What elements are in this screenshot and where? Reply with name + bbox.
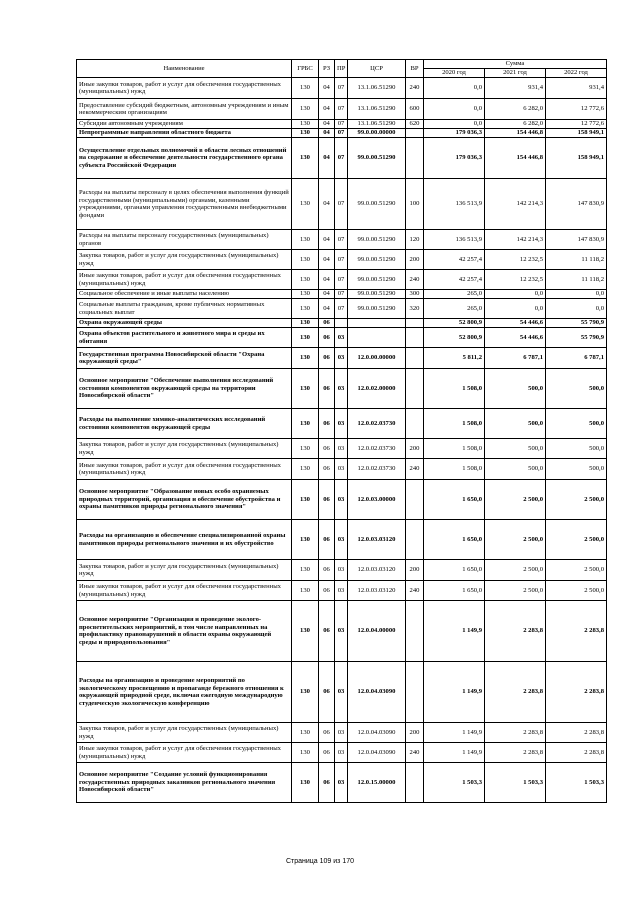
cell-rz: 06 (319, 439, 335, 459)
cell-2020: 1 149,9 (424, 662, 485, 723)
cell-2021: 154 446,8 (485, 138, 546, 179)
cell-grbs: 130 (292, 328, 319, 348)
cell-2021: 500,0 (485, 369, 546, 409)
cell-2021: 500,0 (485, 439, 546, 459)
cell-2022: 55 790,9 (546, 328, 607, 348)
cell-2021: 6 787,1 (485, 348, 546, 369)
cell-name: Закупка товаров, работ и услуг для государственных (муниципальных) нужд (77, 560, 292, 581)
table-row (77, 520, 607, 560)
cell-rz: 06 (319, 409, 335, 439)
table-row (77, 348, 607, 369)
cell-grbs: 130 (292, 439, 319, 459)
cell-vr (406, 601, 424, 662)
col-header-name: Наименование (77, 60, 292, 78)
cell-csr: 99.0.00.51290 (348, 230, 406, 250)
cell-name: Социальные выплаты гражданам, кроме публичных нормативных социальных выплат (77, 299, 292, 319)
col-header-sum: Сумма (424, 60, 607, 69)
cell-rz: 06 (319, 480, 335, 520)
cell-2021: 154 446,8 (485, 129, 546, 138)
cell-2021: 500,0 (485, 409, 546, 439)
cell-vr (406, 319, 424, 328)
cell-csr: 12.0.04.00000 (348, 601, 406, 662)
cell-name: Основное мероприятие "Образование новых особо охраняемых природных территорий, организация и обеспечение обустройства и охраны памятников природы регионального значения" (77, 480, 292, 520)
cell-2020: 1 508,0 (424, 409, 485, 439)
cell-2020: 1 503,3 (424, 763, 485, 803)
cell-pr: 07 (335, 299, 348, 319)
cell-2022: 2 500,0 (546, 520, 607, 560)
cell-2020: 1 508,0 (424, 439, 485, 459)
cell-2021: 0,0 (485, 299, 546, 319)
cell-2021: 142 214,3 (485, 230, 546, 250)
col-header-vr: ВР (406, 60, 424, 78)
cell-2022: 2 283,8 (546, 743, 607, 763)
cell-2022: 158 949,1 (546, 138, 607, 179)
table-row (77, 369, 607, 409)
cell-vr: 620 (406, 120, 424, 129)
cell-csr: 12.0.04.03090 (348, 723, 406, 743)
cell-pr: 07 (335, 120, 348, 129)
cell-2021: 142 214,3 (485, 179, 546, 230)
cell-name: Закупка товаров, работ и услуг для государственных (муниципальных) нужд (77, 250, 292, 270)
cell-grbs: 130 (292, 409, 319, 439)
cell-csr (348, 319, 406, 328)
cell-2020: 0,0 (424, 78, 485, 99)
cell-csr: 12.0.02.03730 (348, 439, 406, 459)
cell-csr: 12.0.03.03120 (348, 581, 406, 601)
cell-2022: 1 503,3 (546, 763, 607, 803)
cell-vr: 240 (406, 270, 424, 290)
cell-pr: 07 (335, 179, 348, 230)
cell-name: Расходы на выполнение химико-аналитических исследований состояния компонентов окружающей среды (77, 409, 292, 439)
cell-grbs: 130 (292, 480, 319, 520)
cell-pr: 03 (335, 459, 348, 480)
cell-pr: 03 (335, 723, 348, 743)
cell-vr (406, 348, 424, 369)
cell-vr: 600 (406, 99, 424, 120)
cell-2022: 2 500,0 (546, 581, 607, 601)
cell-vr (406, 480, 424, 520)
cell-pr: 03 (335, 409, 348, 439)
cell-vr: 320 (406, 299, 424, 319)
table-row (77, 78, 607, 99)
cell-name: Предоставление субсидий бюджетным, автономным учреждениям и иным некоммерческим организациям (77, 99, 292, 120)
cell-name: Расходы на выплаты персоналу в целях обеспечения выполнения функций государственными (муниципальными) органами, казенными учреждениями, органами управления государственными внебюджетными фондами (77, 179, 292, 230)
cell-name: Основное мероприятие "Создание условий функционирования государственных природных заказников регионального значения Новосибирской области" (77, 763, 292, 803)
table-row (77, 129, 607, 138)
cell-2021: 2 283,8 (485, 743, 546, 763)
cell-rz: 04 (319, 120, 335, 129)
table-row (77, 409, 607, 439)
cell-rz: 06 (319, 763, 335, 803)
cell-2021: 2 500,0 (485, 480, 546, 520)
cell-rz: 04 (319, 299, 335, 319)
cell-2020: 0,0 (424, 120, 485, 129)
cell-pr: 07 (335, 290, 348, 299)
cell-vr: 300 (406, 290, 424, 299)
cell-csr: 13.1.06.51290 (348, 99, 406, 120)
cell-pr: 03 (335, 520, 348, 560)
cell-name: Социальное обеспечение и иные выплаты населению (77, 290, 292, 299)
cell-csr: 12.0.03.00000 (348, 480, 406, 520)
col-header-2022: 2022 год (546, 69, 607, 78)
cell-rz: 06 (319, 369, 335, 409)
cell-csr: 12.0.04.03090 (348, 743, 406, 763)
cell-pr: 03 (335, 480, 348, 520)
cell-2020: 42 257,4 (424, 250, 485, 270)
cell-pr: 03 (335, 662, 348, 723)
table-row (77, 662, 607, 723)
cell-rz: 06 (319, 520, 335, 560)
cell-2021: 6 282,0 (485, 120, 546, 129)
cell-2020: 52 800,9 (424, 319, 485, 328)
cell-grbs: 130 (292, 662, 319, 723)
cell-rz: 04 (319, 270, 335, 290)
cell-grbs: 130 (292, 270, 319, 290)
cell-grbs: 130 (292, 250, 319, 270)
cell-rz: 04 (319, 129, 335, 138)
cell-vr: 240 (406, 581, 424, 601)
cell-pr (335, 319, 348, 328)
cell-2021: 2 283,8 (485, 662, 546, 723)
cell-csr (348, 328, 406, 348)
cell-2022: 2 500,0 (546, 560, 607, 581)
col-header-2021: 2021 год (485, 69, 546, 78)
cell-rz: 06 (319, 319, 335, 328)
cell-2022: 12 772,6 (546, 99, 607, 120)
cell-csr: 12.0.02.00000 (348, 369, 406, 409)
cell-2022: 500,0 (546, 439, 607, 459)
cell-2020: 136 513,9 (424, 179, 485, 230)
table-row (77, 743, 607, 763)
cell-2020: 0,0 (424, 99, 485, 120)
cell-pr: 03 (335, 560, 348, 581)
table-row (77, 581, 607, 601)
budget-sheet (76, 59, 606, 803)
cell-grbs: 130 (292, 723, 319, 743)
cell-pr: 07 (335, 138, 348, 179)
cell-2022: 931,4 (546, 78, 607, 99)
cell-csr: 99.0.00.51290 (348, 250, 406, 270)
cell-2020: 1 508,0 (424, 369, 485, 409)
cell-rz: 04 (319, 99, 335, 120)
cell-csr: 12.0.03.03120 (348, 560, 406, 581)
cell-rz: 06 (319, 743, 335, 763)
cell-vr: 100 (406, 179, 424, 230)
cell-grbs: 130 (292, 290, 319, 299)
cell-pr: 03 (335, 348, 348, 369)
cell-grbs: 130 (292, 179, 319, 230)
table-row (77, 723, 607, 743)
cell-vr (406, 662, 424, 723)
cell-grbs: 130 (292, 581, 319, 601)
cell-grbs: 130 (292, 99, 319, 120)
cell-2021: 12 232,5 (485, 250, 546, 270)
cell-2021: 0,0 (485, 290, 546, 299)
cell-vr (406, 369, 424, 409)
cell-vr (406, 129, 424, 138)
table-row (77, 179, 607, 230)
budget-table (76, 59, 607, 803)
cell-name: Расходы на организацию и обеспечение специализированной охраны памятников природы регионального значения и их обустройство (77, 520, 292, 560)
table-row (77, 319, 607, 328)
cell-2022: 0,0 (546, 299, 607, 319)
cell-2021: 54 446,6 (485, 319, 546, 328)
cell-rz: 04 (319, 250, 335, 270)
cell-grbs: 130 (292, 601, 319, 662)
cell-2021: 2 283,8 (485, 723, 546, 743)
table-row (77, 439, 607, 459)
cell-2021: 1 503,3 (485, 763, 546, 803)
cell-vr: 240 (406, 459, 424, 480)
cell-rz: 06 (319, 459, 335, 480)
cell-rz: 04 (319, 78, 335, 99)
cell-vr (406, 138, 424, 179)
cell-2020: 1 650,0 (424, 520, 485, 560)
cell-pr: 07 (335, 129, 348, 138)
cell-pr: 03 (335, 439, 348, 459)
cell-grbs: 130 (292, 348, 319, 369)
cell-rz: 06 (319, 348, 335, 369)
cell-grbs: 130 (292, 459, 319, 480)
cell-pr: 07 (335, 250, 348, 270)
cell-vr: 200 (406, 250, 424, 270)
cell-grbs: 130 (292, 299, 319, 319)
cell-vr (406, 520, 424, 560)
cell-csr: 99.0.00.51290 (348, 138, 406, 179)
cell-vr: 200 (406, 439, 424, 459)
cell-2021: 500,0 (485, 459, 546, 480)
page-number: Страница 109 из 170 (285, 858, 355, 865)
col-header-grbs: ГРБС (292, 60, 319, 78)
cell-grbs: 130 (292, 319, 319, 328)
cell-2020: 42 257,4 (424, 270, 485, 290)
cell-2022: 55 790,9 (546, 319, 607, 328)
table-row (77, 230, 607, 250)
cell-2021: 12 232,5 (485, 270, 546, 290)
cell-csr: 12.0.04.03090 (348, 662, 406, 723)
cell-2021: 2 283,8 (485, 601, 546, 662)
table-row (77, 459, 607, 480)
cell-csr: 99.0.00.00000 (348, 129, 406, 138)
cell-grbs: 130 (292, 560, 319, 581)
cell-rz: 06 (319, 560, 335, 581)
cell-rz: 06 (319, 328, 335, 348)
cell-2022: 12 772,6 (546, 120, 607, 129)
cell-name: Субсидии автономным учреждениям (77, 120, 292, 129)
cell-name: Иные закупки товаров, работ и услуг для обеспечения государственных (муниципальных) нужд (77, 459, 292, 480)
cell-name: Непрограммные направления областного бюджета (77, 129, 292, 138)
cell-pr: 07 (335, 230, 348, 250)
cell-csr: 12.0.15.00000 (348, 763, 406, 803)
cell-grbs: 130 (292, 78, 319, 99)
cell-vr: 240 (406, 78, 424, 99)
cell-2020: 52 800,9 (424, 328, 485, 348)
table-row (77, 601, 607, 662)
cell-2020: 265,0 (424, 299, 485, 319)
cell-csr: 12.0.02.03730 (348, 409, 406, 439)
cell-name: Основное мероприятие "Обеспечение выполнения исследований состояния компонентов окружающей среды на территории Новосибирской области" (77, 369, 292, 409)
cell-name: Расходы на организацию и проведение мероприятий по экологическому просвещению и пропаганде бережного отношения к окружающей природной среде, включая ежегодную международную студенческую экологическую конференцию (77, 662, 292, 723)
cell-rz: 06 (319, 601, 335, 662)
col-header-rz: РЗ (319, 60, 335, 78)
cell-name: Осуществление отдельных полномочий в области лесных отношений на содержание и обеспечение деятельности государственного органа субъекта Российской Федерации (77, 138, 292, 179)
cell-csr: 99.0.00.51290 (348, 179, 406, 230)
cell-pr: 03 (335, 328, 348, 348)
cell-2020: 1 149,9 (424, 601, 485, 662)
table-row (77, 480, 607, 520)
cell-2022: 2 283,8 (546, 601, 607, 662)
cell-csr: 12.0.02.03730 (348, 459, 406, 480)
cell-rz: 04 (319, 290, 335, 299)
cell-name: Закупка товаров, работ и услуг для государственных (муниципальных) нужд (77, 439, 292, 459)
cell-grbs: 130 (292, 743, 319, 763)
table-row (77, 270, 607, 290)
cell-grbs: 130 (292, 230, 319, 250)
cell-2020: 5 811,2 (424, 348, 485, 369)
cell-2022: 11 118,2 (546, 250, 607, 270)
table-row (77, 763, 607, 803)
cell-vr: 200 (406, 560, 424, 581)
cell-pr: 07 (335, 99, 348, 120)
cell-2022: 2 283,8 (546, 662, 607, 723)
table-row (77, 120, 607, 129)
cell-csr: 99.0.00.51290 (348, 299, 406, 319)
cell-2021: 2 500,0 (485, 560, 546, 581)
cell-name: Иные закупки товаров, работ и услуг для обеспечения государственных (муниципальных) нужд (77, 581, 292, 601)
cell-2020: 1 650,0 (424, 480, 485, 520)
cell-2022: 147 830,9 (546, 230, 607, 250)
cell-2021: 54 446,6 (485, 328, 546, 348)
cell-rz: 06 (319, 723, 335, 743)
cell-csr: 99.0.00.51290 (348, 270, 406, 290)
cell-pr: 07 (335, 270, 348, 290)
cell-pr: 03 (335, 763, 348, 803)
cell-2022: 11 118,2 (546, 270, 607, 290)
cell-2020: 136 513,9 (424, 230, 485, 250)
cell-2020: 1 650,0 (424, 581, 485, 601)
col-header-2020: 2020 год (424, 69, 485, 78)
table-row (77, 99, 607, 120)
cell-rz: 04 (319, 230, 335, 250)
cell-pr: 07 (335, 78, 348, 99)
cell-grbs: 130 (292, 138, 319, 179)
cell-vr (406, 328, 424, 348)
cell-vr (406, 409, 424, 439)
cell-2022: 500,0 (546, 369, 607, 409)
table-body (77, 78, 607, 803)
cell-vr: 240 (406, 743, 424, 763)
cell-2021: 2 500,0 (485, 581, 546, 601)
cell-grbs: 130 (292, 129, 319, 138)
cell-name: Охрана окружающей среды (77, 319, 292, 328)
cell-pr: 03 (335, 581, 348, 601)
cell-2021: 2 500,0 (485, 520, 546, 560)
cell-2020: 179 036,3 (424, 138, 485, 179)
cell-pr: 03 (335, 601, 348, 662)
cell-2022: 2 283,8 (546, 723, 607, 743)
cell-name: Охрана объектов растительного и животного мира и среды их обитания (77, 328, 292, 348)
cell-2022: 147 830,9 (546, 179, 607, 230)
cell-pr: 03 (335, 369, 348, 409)
cell-name: Расходы на выплаты персоналу государственных (муниципальных) органов (77, 230, 292, 250)
cell-2022: 158 949,1 (546, 129, 607, 138)
cell-name: Основное мероприятие "Организация и проведение эколого-просветительских мероприятий, в том числе направленных на профилактику правонарушений в области охраны окружающей среды и природопользования" (77, 601, 292, 662)
cell-2020: 1 149,9 (424, 743, 485, 763)
cell-2022: 0,0 (546, 290, 607, 299)
cell-2022: 2 500,0 (546, 480, 607, 520)
table-row (77, 560, 607, 581)
cell-csr: 12.0.00.00000 (348, 348, 406, 369)
cell-vr (406, 763, 424, 803)
cell-grbs: 130 (292, 369, 319, 409)
cell-rz: 04 (319, 179, 335, 230)
table-row (77, 138, 607, 179)
cell-2020: 179 036,3 (424, 129, 485, 138)
cell-rz: 06 (319, 581, 335, 601)
cell-vr: 200 (406, 723, 424, 743)
col-header-csr: ЦСР (348, 60, 406, 78)
cell-name: Иные закупки товаров, работ и услуг для обеспечения государственных (муниципальных) нужд (77, 270, 292, 290)
cell-grbs: 130 (292, 763, 319, 803)
table-row (77, 250, 607, 270)
cell-2020: 1 650,0 (424, 560, 485, 581)
cell-grbs: 130 (292, 120, 319, 129)
table-row (77, 299, 607, 319)
table-row (77, 290, 607, 299)
cell-name: Закупка товаров, работ и услуг для государственных (муниципальных) нужд (77, 723, 292, 743)
col-header-pr: ПР (335, 60, 348, 78)
cell-2021: 6 282,0 (485, 99, 546, 120)
cell-rz: 04 (319, 138, 335, 179)
cell-rz: 06 (319, 662, 335, 723)
cell-csr: 99.0.00.51290 (348, 290, 406, 299)
cell-csr: 13.1.06.51290 (348, 78, 406, 99)
cell-2020: 265,0 (424, 290, 485, 299)
cell-csr: 12.0.03.03120 (348, 520, 406, 560)
cell-csr: 13.1.06.51290 (348, 120, 406, 129)
cell-name: Иные закупки товаров, работ и услуг для обеспечения государственных (муниципальных) нужд (77, 78, 292, 99)
cell-2022: 500,0 (546, 459, 607, 480)
cell-2020: 1 149,9 (424, 723, 485, 743)
cell-name: Иные закупки товаров, работ и услуг для обеспечения государственных (муниципальных) нужд (77, 743, 292, 763)
cell-2022: 500,0 (546, 409, 607, 439)
cell-grbs: 130 (292, 520, 319, 560)
cell-vr: 120 (406, 230, 424, 250)
cell-2022: 6 787,1 (546, 348, 607, 369)
cell-name: Государственная программа Новосибирской области "Охрана окружающей среды" (77, 348, 292, 369)
cell-2021: 931,4 (485, 78, 546, 99)
cell-2020: 1 508,0 (424, 459, 485, 480)
table-row (77, 328, 607, 348)
cell-pr: 03 (335, 743, 348, 763)
